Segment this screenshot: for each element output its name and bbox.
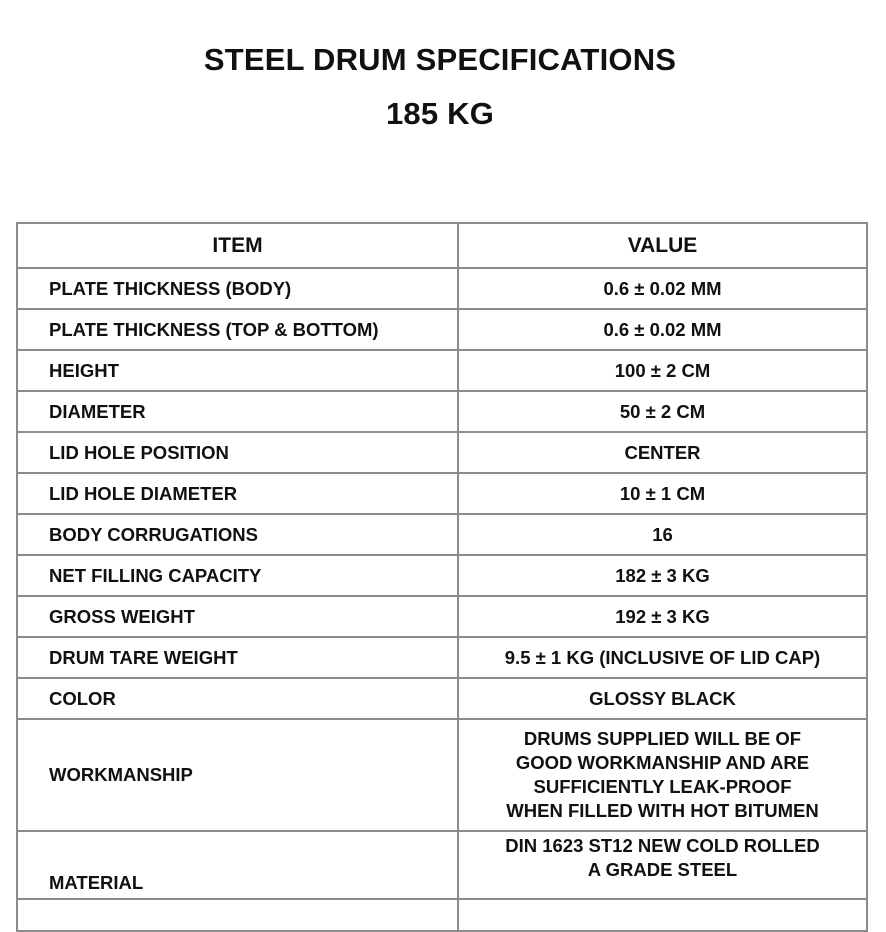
row-item: DRUM TARE WEIGHT bbox=[17, 637, 458, 678]
row-value: 192 ± 3 KG bbox=[458, 596, 867, 637]
row-value: 16 bbox=[458, 514, 867, 555]
table-row bbox=[17, 268, 867, 309]
row-item: NET FILLING CAPACITY bbox=[17, 555, 458, 596]
value-line: A GRADE STEEL bbox=[587, 859, 738, 880]
row-value-multiline bbox=[458, 831, 867, 899]
table-row bbox=[17, 432, 867, 473]
row-item: HEIGHT bbox=[17, 350, 458, 391]
row-item: COLOR bbox=[17, 678, 458, 719]
row-item: DIAMETER bbox=[17, 391, 458, 432]
value-line: DRUMS SUPPLIED WILL BE OF bbox=[523, 728, 802, 749]
value-line: DIN 1623 ST12 NEW COLD ROLLED bbox=[505, 835, 820, 856]
row-value: 9.5 ± 1 KG (INCLUSIVE OF LID CAP) bbox=[458, 637, 867, 678]
row-item: WORKMANSHIP bbox=[17, 719, 458, 831]
row-value: CENTER bbox=[458, 432, 867, 473]
row-item-empty bbox=[17, 899, 458, 931]
table-row bbox=[17, 514, 867, 555]
row-value: 10 ± 1 CM bbox=[458, 473, 867, 514]
row-value: 0.6 ± 0.02 MM bbox=[458, 309, 867, 350]
column-header-item: ITEM bbox=[17, 223, 458, 268]
row-item: LID HOLE DIAMETER bbox=[17, 473, 458, 514]
row-item: BODY CORRUGATIONS bbox=[17, 514, 458, 555]
value-line: WHEN FILLED WITH HOT BITUMEN bbox=[506, 800, 819, 821]
table-row bbox=[17, 309, 867, 350]
specifications-table bbox=[16, 222, 868, 932]
row-item: PLATE THICKNESS (TOP & BOTTOM) bbox=[17, 309, 458, 350]
table-row bbox=[17, 637, 867, 678]
row-value: 0.6 ± 0.02 MM bbox=[458, 268, 867, 309]
table-row bbox=[17, 596, 867, 637]
table-row bbox=[17, 555, 867, 596]
row-value: GLOSSY BLACK bbox=[458, 678, 867, 719]
table-row bbox=[17, 678, 867, 719]
page-subtitle: 185 KG bbox=[385, 96, 495, 131]
row-value: 100 ± 2 CM bbox=[458, 350, 867, 391]
row-value-empty bbox=[458, 899, 867, 931]
row-value: 182 ± 3 KG bbox=[458, 555, 867, 596]
table-row bbox=[17, 391, 867, 432]
row-value-multiline bbox=[458, 719, 867, 831]
value-line: SUFFICIENTLY LEAK-PROOF bbox=[533, 776, 792, 797]
row-item: LID HOLE POSITION bbox=[17, 432, 458, 473]
table-row-material bbox=[17, 831, 867, 899]
table-row-cutoff bbox=[17, 899, 867, 931]
row-item: GROSS WEIGHT bbox=[17, 596, 458, 637]
table-row bbox=[17, 350, 867, 391]
column-header-value: VALUE bbox=[458, 223, 867, 268]
value-line: GOOD WORKMANSHIP AND ARE bbox=[515, 752, 810, 773]
page-title: STEEL DRUM SPECIFICATIONS bbox=[203, 42, 677, 77]
row-item: PLATE THICKNESS (BODY) bbox=[17, 268, 458, 309]
table-row bbox=[17, 473, 867, 514]
table-header-row bbox=[17, 223, 867, 268]
row-value: 50 ± 2 CM bbox=[458, 391, 867, 432]
table-row-workmanship bbox=[17, 719, 867, 831]
row-item: MATERIAL bbox=[17, 831, 458, 899]
